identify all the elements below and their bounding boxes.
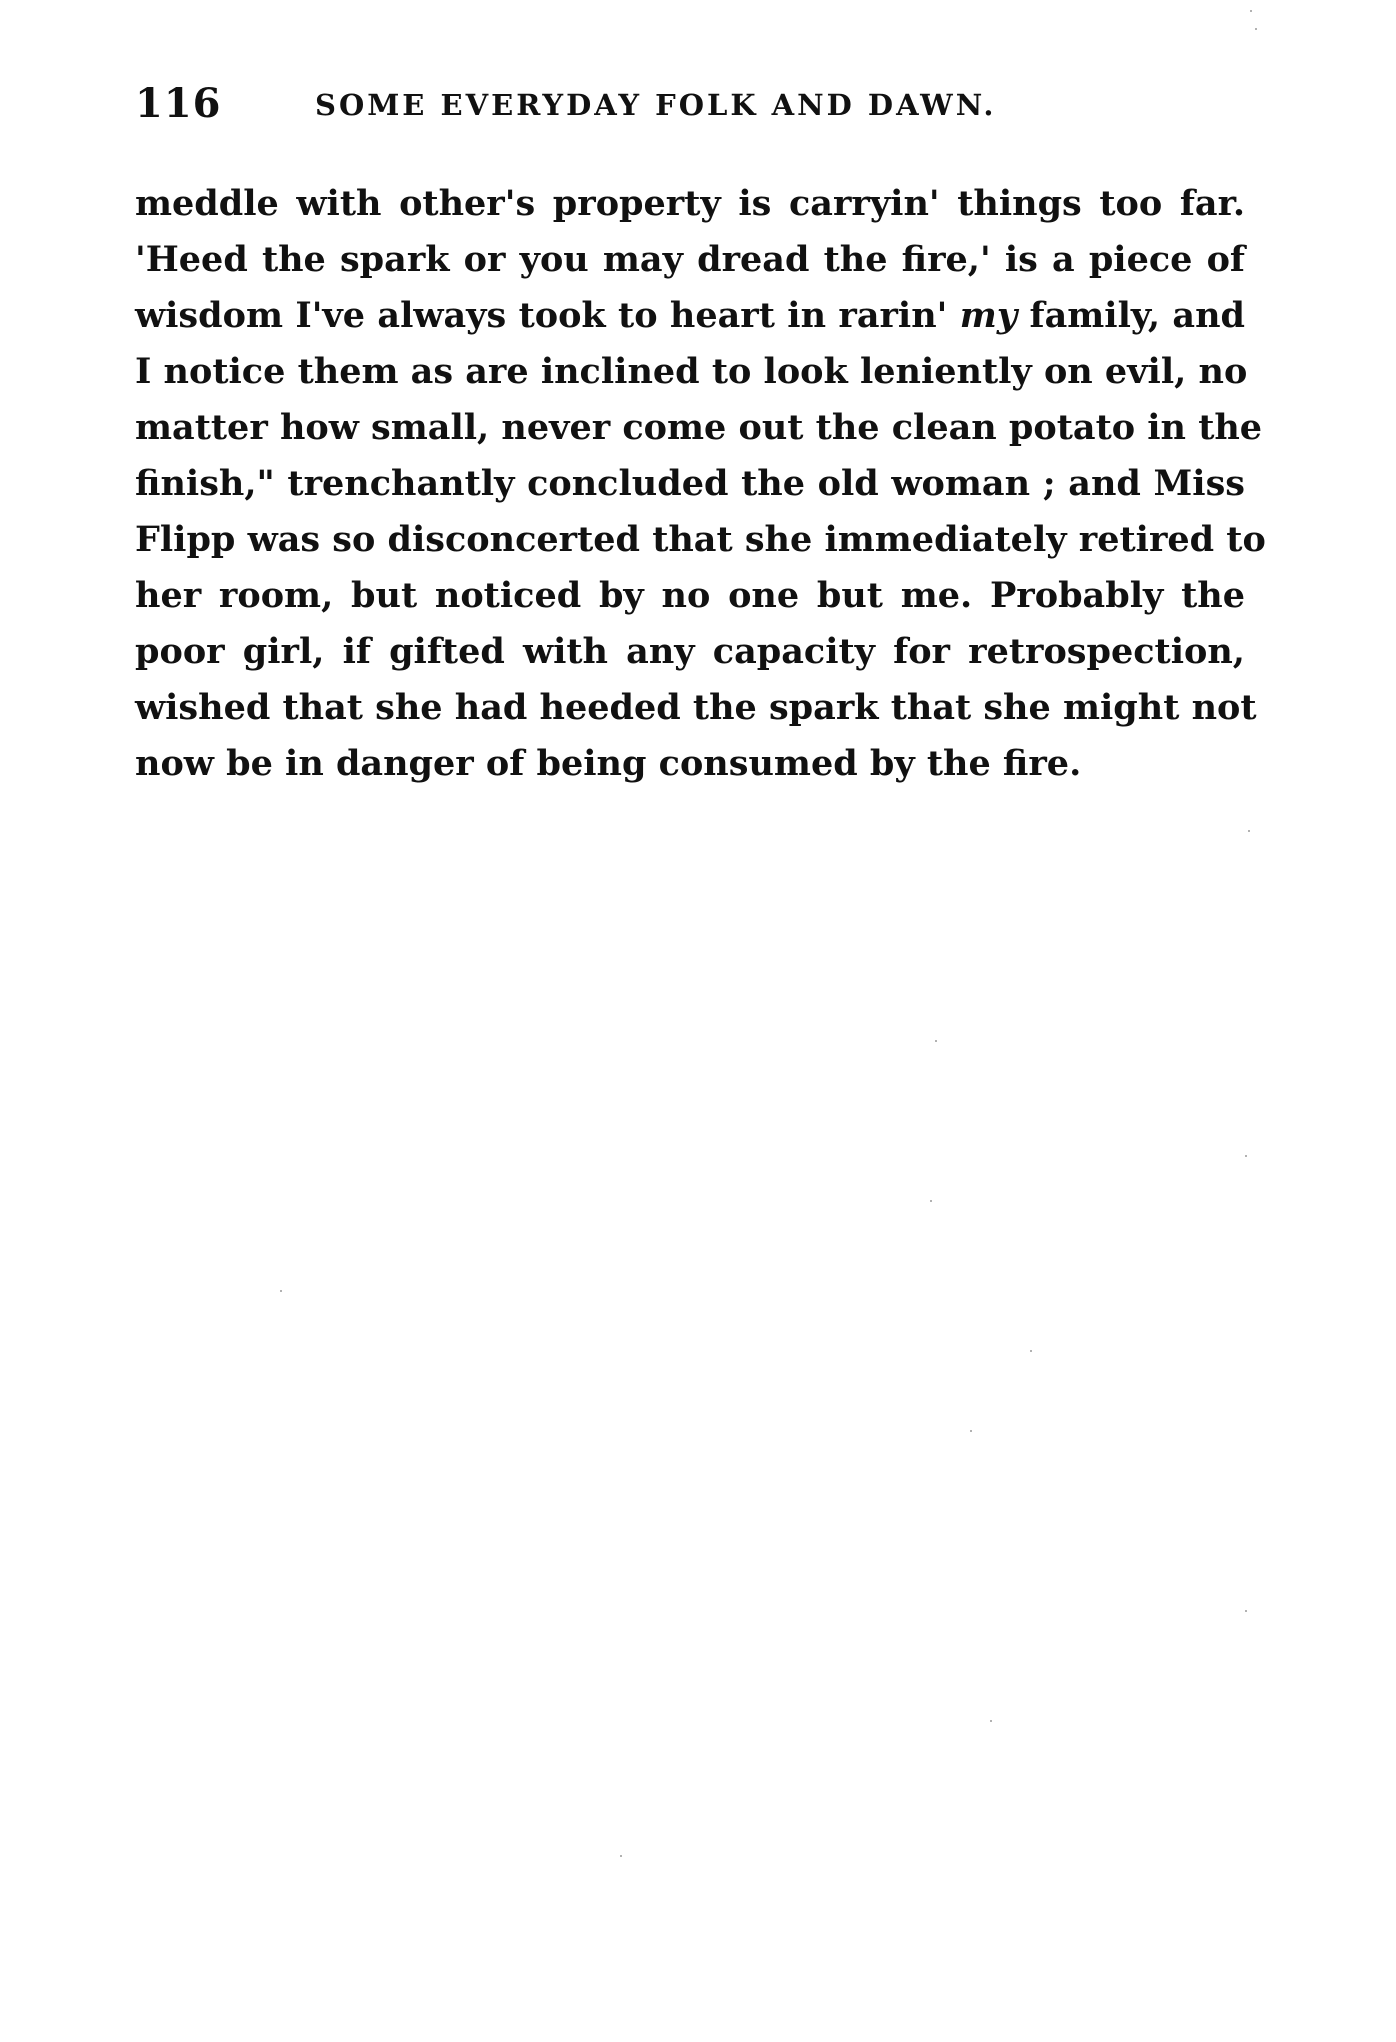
scan-speck: [935, 1040, 937, 1042]
italic-word: my: [959, 295, 1018, 336]
text-line: finish," trenchantly concluded the old woman ; and Miss: [135, 463, 1245, 504]
text-line: matter how small, never come out the clean potato in the: [135, 407, 1263, 448]
running-head: [135, 80, 1265, 140]
text-line: wished that she had heeded the spark that she might not: [135, 687, 1257, 728]
scan-speck: [1245, 1155, 1247, 1157]
text-line-segment: family, and: [1029, 295, 1246, 336]
text-line: Flipp was so disconcerted that she immediately retired to: [135, 519, 1266, 560]
scan-speck: [1255, 28, 1257, 30]
text-line: poor girl, if gifted with any capacity for retrospection,: [135, 631, 1245, 672]
text-line: her room, but noticed by no one but me. Probably the: [135, 575, 1245, 616]
body-text: [135, 176, 1266, 792]
text-line: now be in danger of being consumed by the fire.: [135, 743, 1082, 784]
scan-speck: [1245, 1610, 1247, 1612]
scan-speck: [620, 1855, 622, 1857]
text-line: 'Heed the spark or you may dread the fire,' is a piece of: [135, 239, 1245, 280]
text-line: [135, 288, 1245, 344]
text-line: I notice them as are inclined to look leniently on evil, no: [135, 351, 1248, 392]
scan-speck: [1250, 10, 1252, 12]
scan-speck: [990, 1720, 992, 1722]
page-number: 116: [135, 80, 222, 127]
scan-speck: [930, 1200, 932, 1202]
running-title: SOME EVERYDAY FOLK AND DAWN.: [315, 88, 997, 122]
text-line-segment: wisdom I've always took to heart in rarin': [135, 295, 948, 336]
scan-speck: [970, 1430, 972, 1432]
scan-speck: [1248, 830, 1250, 832]
scan-speck: [280, 1290, 282, 1292]
text-line: meddle with other's property is carryin' things too far.: [135, 183, 1245, 224]
scan-speck: [1030, 1350, 1032, 1352]
